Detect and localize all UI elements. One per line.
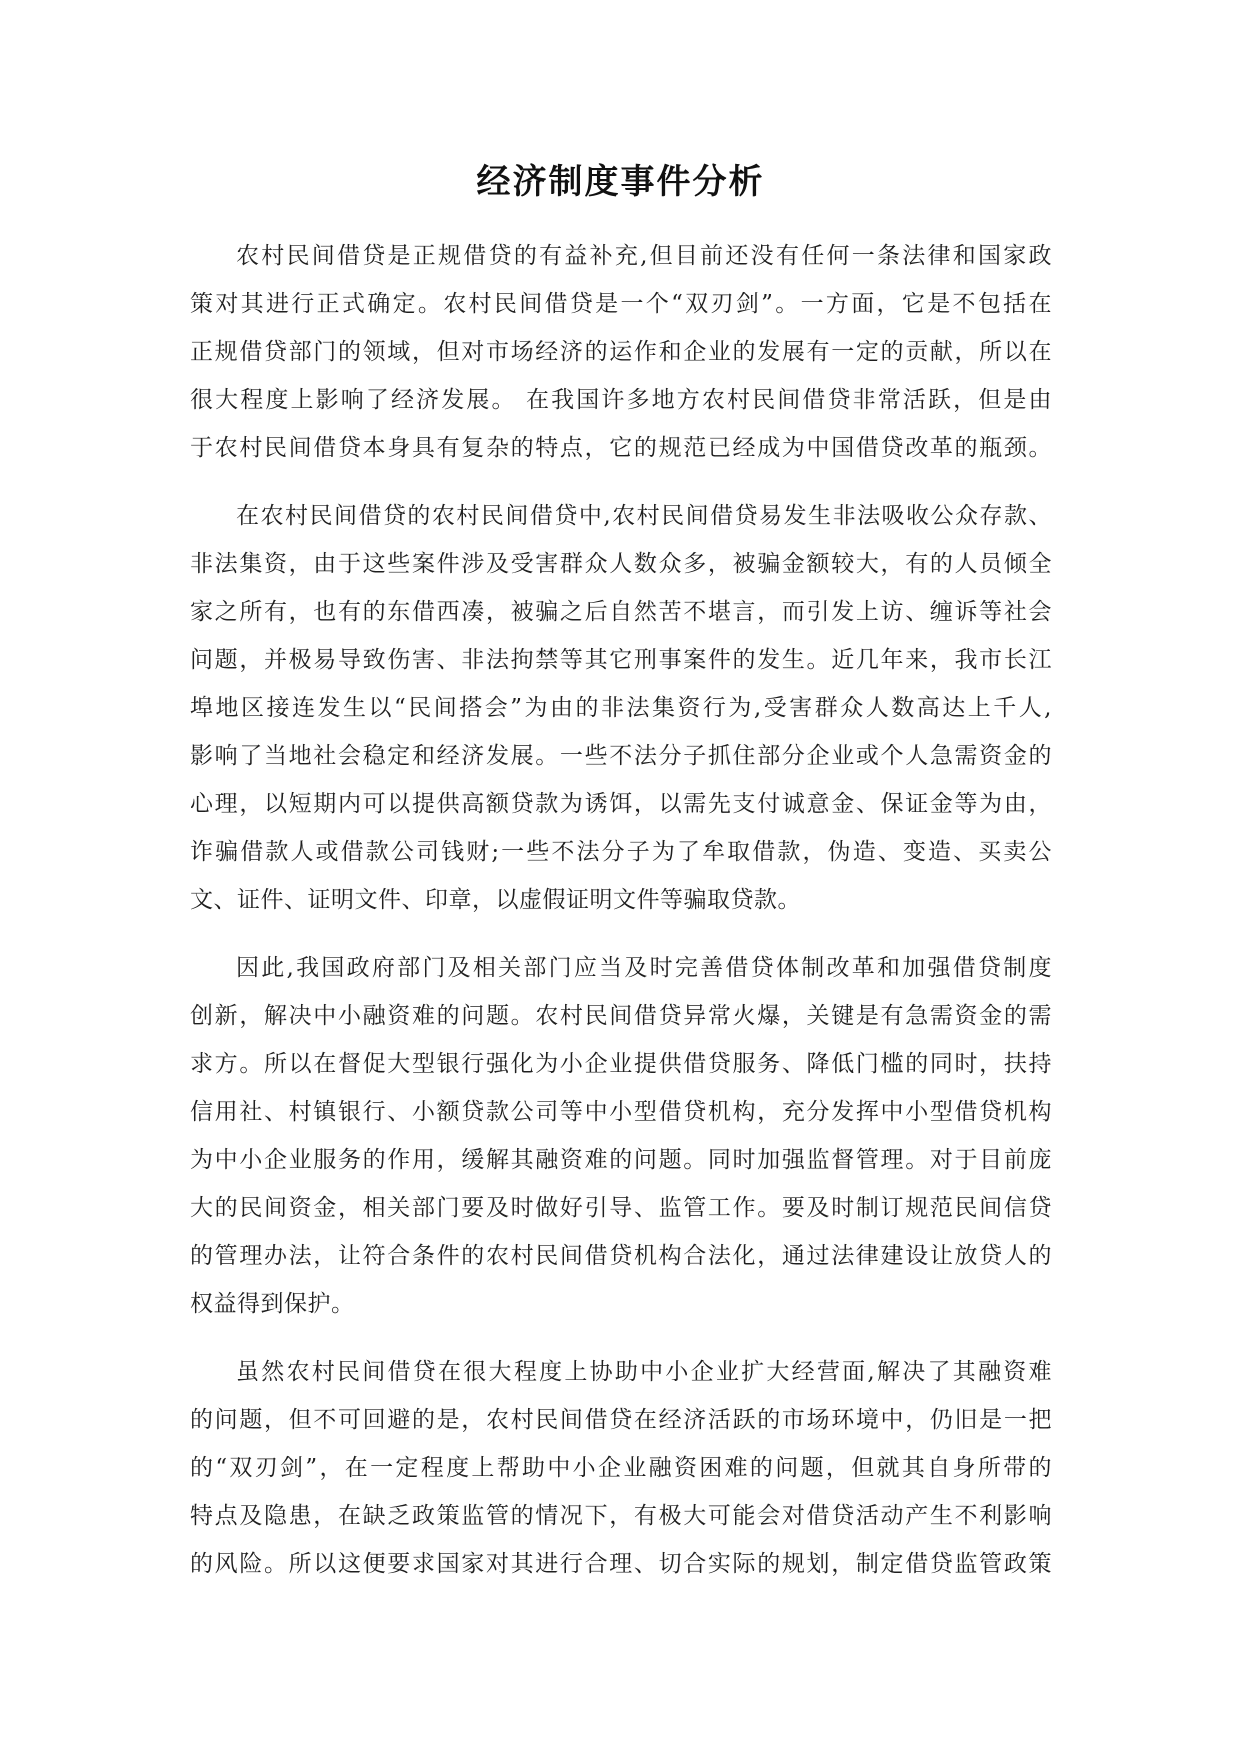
paragraph-line: 埠地区接连发生以“民间搭会”为由的非法集资行为,受害群众人数高达上千人, xyxy=(190,695,1052,721)
paragraph-line: 农村民间借贷是正规借贷的有益补充,但目前还没有任何一条法律和国家政 xyxy=(236,243,1052,269)
paragraph-line: 心理，以短期内可以提供高额贷款为诱饵，以需先支付诚意金、保证金等为由， xyxy=(190,791,1052,817)
paragraph-line: 的风险。所以这便要求国家对其进行合理、切合实际的规划，制定借贷监管政策 xyxy=(190,1551,1052,1577)
paragraph-line: 很大程度上影响了经济发展。 在我国许多地方农村民间借贷非常活跃，但是由 xyxy=(190,387,1052,413)
paragraph-line: 特点及隐患，在缺乏政策监管的情况下，有极大可能会对借贷活动产生不利影响 xyxy=(190,1503,1052,1529)
paragraph-line: 问题，并极易导致伤害、非法拘禁等其它刑事案件的发生。近几年来，我市长江 xyxy=(190,647,1052,673)
paragraph-2 xyxy=(190,492,1052,924)
paragraph-line: 诈骗借款人或借款公司钱财;一些不法分子为了牟取借款，伪造、变造、买卖公 xyxy=(190,839,1052,865)
paragraph-1 xyxy=(190,232,1052,472)
paragraph-line: 大的民间资金，相关部门要及时做好引导、监管工作。要及时制订规范民间信贷 xyxy=(190,1195,1052,1221)
paragraph-line: 的问题，但不可回避的是，农村民间借贷在经济活跃的市场环境中，仍旧是一把 xyxy=(190,1407,1052,1433)
paragraph-line: 策对其进行正式确定。农村民间借贷是一个“双刃剑”。一方面，它是不包括在 xyxy=(190,291,1052,317)
paragraph-4 xyxy=(190,1348,1052,1588)
paragraph-line: 虽然农村民间借贷在很大程度上协助中小企业扩大经营面,解决了其融资难 xyxy=(236,1359,1052,1385)
paragraph-line: 在农村民间借贷的农村民间借贷中,农村民间借贷易发生非法吸收公众存款、 xyxy=(236,503,1052,529)
document-title: 经济制度事件分析 xyxy=(476,162,765,202)
paragraph-line: 信用社、村镇银行、小额贷款公司等中小型借贷机构，充分发挥中小型借贷机构 xyxy=(190,1099,1052,1125)
document-body xyxy=(190,232,1052,1608)
paragraph-line: 创新，解决中小融资难的问题。农村民间借贷异常火爆，关键是有急需资金的需 xyxy=(190,1003,1052,1029)
paragraph-line: 求方。所以在督促大型银行强化为小企业提供借贷服务、降低门槛的同时，扶持 xyxy=(190,1051,1052,1077)
paragraph-line: 为中小企业服务的作用，缓解其融资难的问题。同时加强监督管理。对于目前庞 xyxy=(190,1147,1052,1173)
paragraph-line: 的管理办法，让符合条件的农村民间借贷机构合法化，通过法律建设让放贷人的 xyxy=(190,1243,1052,1269)
paragraph-line: 权益得到保护。 xyxy=(190,1291,355,1317)
paragraph-3 xyxy=(190,944,1052,1328)
paragraph-line: 影响了当地社会稳定和经济发展。一些不法分子抓住部分企业或个人急需资金的 xyxy=(190,743,1052,769)
paragraph-line: 因此,我国政府部门及相关部门应当及时完善借贷体制改革和加强借贷制度 xyxy=(236,955,1052,981)
paragraph-line: 家之所有，也有的东借西凑，被骗之后自然苦不堪言，而引发上访、缠诉等社会 xyxy=(190,599,1052,625)
paragraph-line: 正规借贷部门的领域，但对市场经济的运作和企业的发展有一定的贡献，所以在 xyxy=(190,339,1052,365)
paragraph-line: 文、证件、证明文件、印章，以虚假证明文件等骗取贷款。 xyxy=(190,887,801,913)
paragraph-line: 的“双刃剑”，在一定程度上帮助中小企业融资困难的问题，但就其自身所带的 xyxy=(190,1455,1052,1481)
paragraph-line: 非法集资，由于这些案件涉及受害群众人数众多，被骗金额较大，有的人员倾全 xyxy=(190,551,1052,577)
paragraph-line: 于农村民间借贷本身具有复杂的特点，它的规范已经成为中国借贷改革的瓶颈。 xyxy=(190,435,1052,461)
